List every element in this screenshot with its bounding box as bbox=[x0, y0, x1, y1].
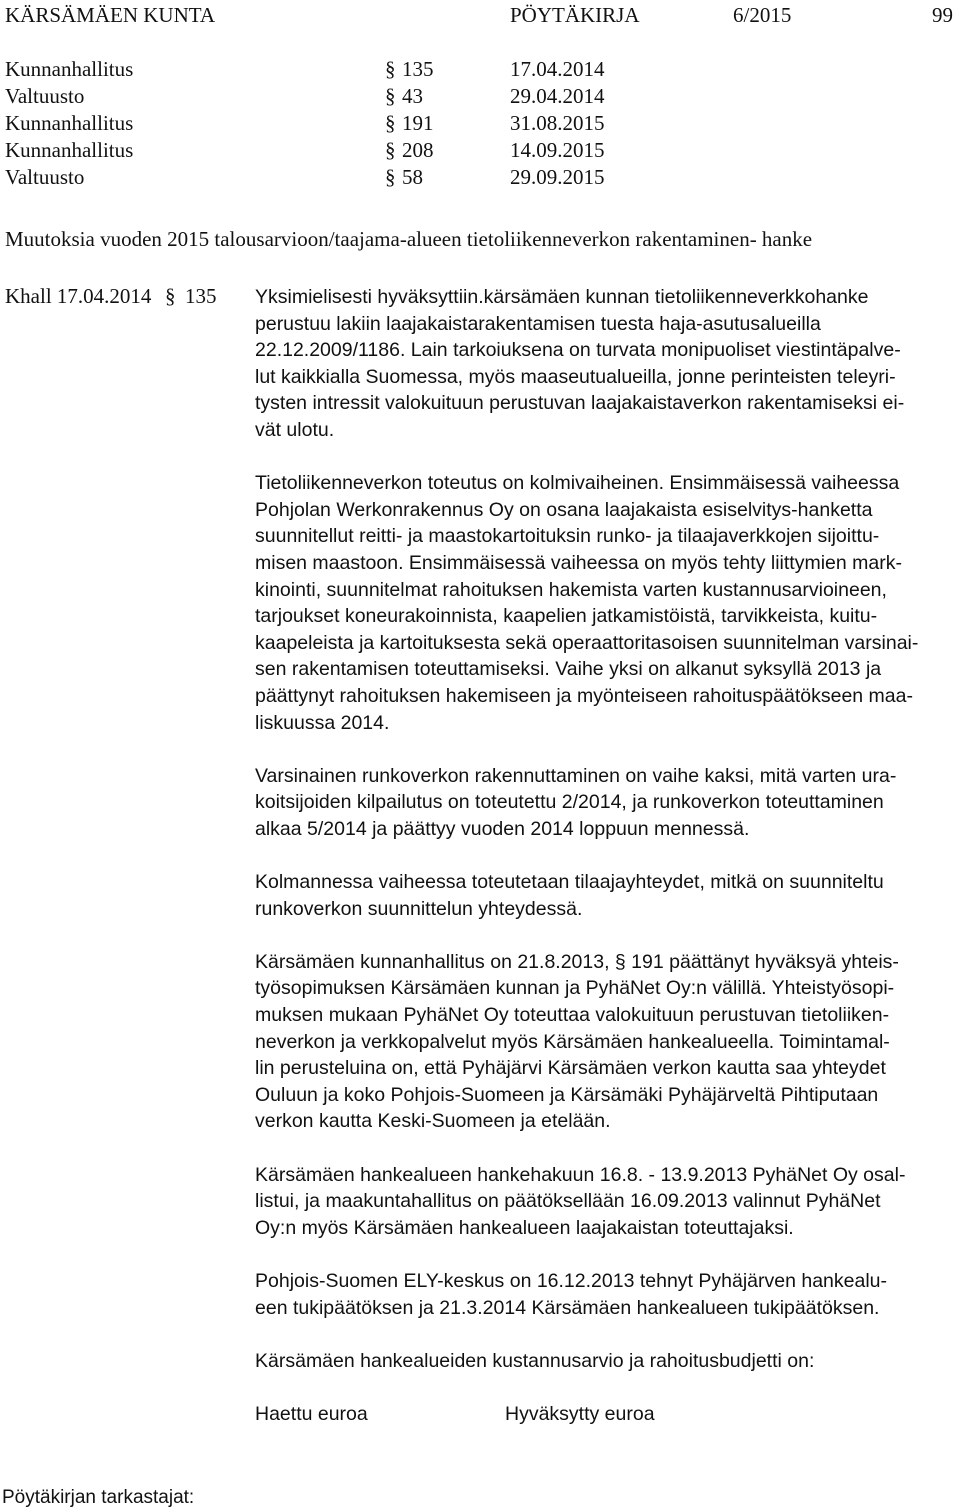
text-line: Pohjolan Werkonrakennus Oy on osana laajakaista esiselvitys-hanketta bbox=[255, 498, 873, 521]
section-sign-icon: § bbox=[385, 111, 396, 135]
history-date: 29.09.2015 bbox=[510, 165, 605, 189]
history-date: 14.09.2015 bbox=[510, 138, 605, 162]
text-line: perustuu lakiin laajakaistarakentamisen tuesta haja-asutusalueilla bbox=[255, 312, 821, 335]
minutes-reviewers-label: Pöytäkirjan tarkastajat: bbox=[2, 1487, 195, 1508]
text-line: päättynyt rahoituksen hakemiseen ja myönteiseen rahoituspäätökseen maa- bbox=[255, 684, 913, 707]
text-line: vät ulotu. bbox=[255, 418, 335, 441]
text-line: runkoverkon suunnittelun yhteydessä. bbox=[255, 897, 583, 920]
document-type: PÖYTÄKIRJA bbox=[510, 3, 640, 27]
history-organ: Kunnanhallitus bbox=[5, 138, 134, 162]
text-line: Yksimielisesti hyväksyttiin.kärsämäen kunnan tietoliikenneverkkohanke bbox=[255, 286, 869, 308]
text-line: een tukipäätöksen ja 21.3.2014 Kärsämäen hankealueen tukipäätöksen. bbox=[255, 1296, 880, 1319]
paragraph-gap bbox=[255, 1135, 955, 1162]
text-line: Kolmannessa vaiheessa toteutetaan tilaajayhteydet, mitkä on suunniteltu bbox=[255, 871, 884, 894]
text-line: Varsinainen runkoverkon rakennuttaminen on vaihe kaksi, mitä varten ura- bbox=[255, 764, 897, 787]
text-line: Tietoliikenneverkon toteutus on kolmivaiheinen. Ensimmäisessä vaiheessa bbox=[255, 472, 900, 495]
text-line: tysten intressit valokuituun perustuvan laajakaistaverkon rakentamiseksi ei- bbox=[255, 392, 905, 415]
history-organ: Kunnanhallitus bbox=[5, 57, 134, 81]
section-sign-icon: § bbox=[385, 84, 396, 108]
column-applied-euros: Haettu euroa bbox=[255, 1402, 368, 1425]
text-line: Kärsämäen hankealueiden kustannusarvio ja rahoitusbudjetti on: bbox=[255, 1349, 815, 1372]
history-date: 29.04.2014 bbox=[510, 84, 605, 108]
paragraph-gap bbox=[255, 842, 955, 869]
text-line: muksen mukaan PyhäNet Oy toteuttaa valokuituun perustuvan tietoliiken- bbox=[255, 1004, 890, 1027]
section-sign-icon: § bbox=[165, 284, 176, 308]
history-number: 58 bbox=[402, 165, 423, 189]
text-line: neverkon ja verkkopalvelut myös Kärsämäen hankealueella. Toimintamal- bbox=[255, 1030, 890, 1053]
budget-table-header bbox=[255, 1401, 955, 1428]
reference-number: 135 bbox=[185, 284, 217, 308]
agenda-subject: Muutoksia vuoden 2015 talousarvioon/taajama-alueen tietoliikenneverkon rakentaminen- hanke bbox=[5, 227, 813, 251]
history-number: 43 bbox=[402, 84, 423, 108]
text-line: lin perusteluina on, että Pyhäjärvi Kärsämäen verkon kautta saa yhteydet bbox=[255, 1057, 886, 1080]
section-sign-icon: § bbox=[385, 138, 396, 162]
text-line: tarjoukset koneurakoinnista, kaapelien jatkamistöistä, tarvikkeista, kuitu- bbox=[255, 605, 878, 628]
section-sign-icon: § bbox=[385, 165, 396, 189]
text-line: suunnitellut reitti- ja maastokartoituksin runko- ja tilaajaverkkojen sijoittu- bbox=[255, 525, 880, 548]
text-line: lut kaikkialla Suomessa, myös maaseutualueilla, jonne perinteisten teleyri- bbox=[255, 365, 896, 388]
text-line: Oy:n myös Kärsämäen hankealueen laajakaistan toteuttajaksi. bbox=[255, 1216, 794, 1239]
document-issue: 6/2015 bbox=[733, 3, 792, 27]
text-line: alkaa 5/2014 ja päättyy vuoden 2014 loppuun mennessä. bbox=[255, 817, 750, 840]
page-number: 99 bbox=[932, 3, 953, 27]
history-organ: Valtuusto bbox=[5, 84, 85, 108]
text-line: Kärsämäen kunnanhallitus on 21.8.2013, § 191 päättänyt hyväksyä yhteis- bbox=[255, 950, 899, 973]
history-number: 191 bbox=[402, 111, 434, 135]
text-line: kinointi, suunnitelmat rahoituksen hakemista varten kustannusarvioineen, bbox=[255, 578, 887, 601]
history-date: 17.04.2014 bbox=[510, 57, 605, 81]
history-number: 135 bbox=[402, 57, 434, 81]
paragraph-gap bbox=[255, 1241, 955, 1268]
history-organ: Kunnanhallitus bbox=[5, 111, 134, 135]
paragraph-gap bbox=[255, 736, 955, 763]
history-number: 208 bbox=[402, 138, 434, 162]
text-line: Kärsämäen hankealueen hankehakuun 16.8. - 13.9.2013 PyhäNet Oy osal- bbox=[255, 1163, 906, 1186]
text-line: Pohjois-Suomen ELY-keskus on 16.12.2013 tehnyt Pyhäjärven hankealu- bbox=[255, 1269, 887, 1292]
section-sign-icon: § bbox=[385, 57, 396, 81]
column-approved-euros: Hyväksytty euroa bbox=[505, 1402, 655, 1425]
text-line: verkon kautta Keski-Suomeen ja etelään. bbox=[255, 1110, 611, 1133]
text-line: 22.12.2009/1186. Lain tarkoiuksena on turvata monipuoliset viestintäpalve- bbox=[255, 339, 901, 362]
municipality-name: KÄRSÄMÄEN KUNTA bbox=[5, 3, 216, 27]
text-line: misen maastoon. Ensimmäisessä vaiheessa on myös tehty liittymien mark- bbox=[255, 551, 902, 574]
history-organ: Valtuusto bbox=[5, 165, 85, 189]
paragraph-gap bbox=[255, 922, 955, 949]
text-line: koitsijoiden kilpailutus on toteutettu 2/2014, ja runkoverkon toteuttaminen bbox=[255, 791, 884, 814]
text-line: liskuussa 2014. bbox=[255, 711, 390, 734]
text-line: kaapeleista ja kartoituksesta sekä operaattoritasoisen suunnitelman varsinai- bbox=[255, 631, 919, 654]
paragraph-gap bbox=[255, 444, 955, 471]
paragraph-gap bbox=[255, 1374, 955, 1401]
paragraph-gap bbox=[255, 1321, 955, 1348]
text-line: sen rakentamisen toteuttamiseksi. Vaihe yksi on alkanut syksyllä 2013 ja bbox=[255, 658, 882, 681]
text-line: työsopimuksen Kärsämäen kunnan ja PyhäNet Oy:n välillä. Yhteistyösopi- bbox=[255, 977, 895, 1000]
text-line: Ouluun ja koko Pohjois-Suomeen ja Kärsämäki Pyhäjärveltä Pihtiputaan bbox=[255, 1083, 879, 1106]
decision-text bbox=[255, 284, 955, 1428]
history-date: 31.08.2015 bbox=[510, 111, 605, 135]
text-line: listui, ja maakuntahallitus on päätöksellään 16.09.2013 valinnut PyhäNet bbox=[255, 1190, 881, 1213]
reference-label: Khall 17.04.2014 bbox=[5, 284, 152, 308]
